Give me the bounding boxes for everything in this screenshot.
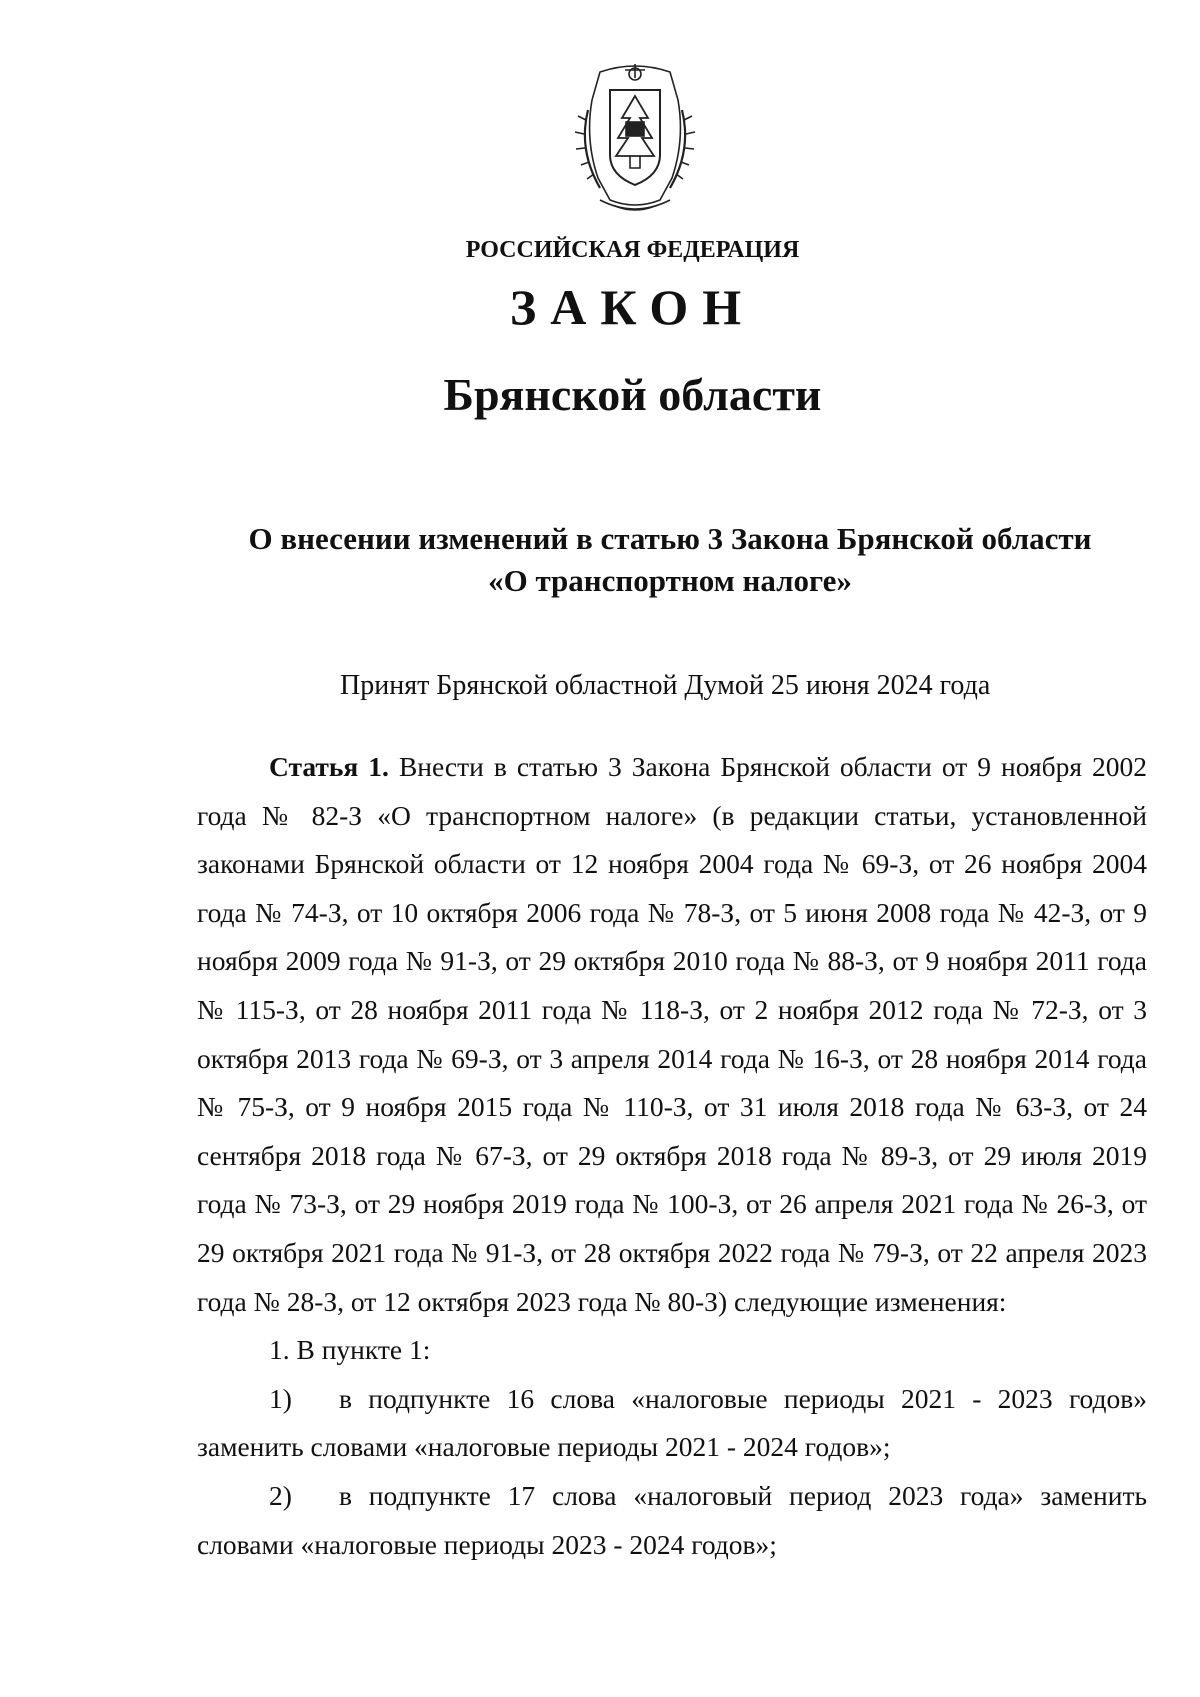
- document-type-heading: ЗАКОН: [509, 279, 756, 335]
- law-title: [200, 518, 1140, 602]
- point-1-label: 1. В пункте 1:: [269, 1334, 431, 1366]
- subpoint-1: [197, 1375, 1147, 1472]
- law-title-line-1: О внесении изменений в статью 3 Закона Брянской области: [248, 521, 1092, 556]
- coat-of-arms-icon: [560, 60, 710, 220]
- article-1-text: Внести в статью 3 Закона Брянской области от 9 ноября 2002 года № 82-З «О транспортном налоге» (в редакции статьи, установленной законами Брянской области от 12 ноября 2004 года № 69-З, от 26 ноября 2004 года № 74-З, от 10 октября 2006 года № 78-З, от 5 июня 2008 года № 42-З, от 9 ноября 2009 года № 91-З, от 29 октября 2010 года № 88-З, от 9 ноября 2011 года № 115-З, от 28 ноября 2011 года № 118-З, от 2 ноября 2012 года № 72-З, от 3 октября 2013 года № 69-З, от 3 апреля 2014 года № 16-З, от 28 ноября 2014 года № 75-З, от 9 ноября 2015 года № 110-З, от 31 июля 2018 года № 63-З, от 24 сентября 2018 года № 67-З, от 29 октября 2018 года № 89-З, от 29 июля 2019 года № 73-З, от 29 ноября 2019 года № 100-З, от 26 апреля 2021 года № 26-З, от 29 октября 2021 года № 91-З, от 28 октября 2022 года № 79-З, от 22 апреля 2023 года № 28-З, от 12 октября 2023 года № 80-З) следующие изменения:: [197, 751, 1148, 1317]
- subpoint-2-text: в подпункте 17 слова «налоговый период 2023 года» заменить словами «налоговые периоды 2023 - 2024 годов»;: [197, 1479, 1147, 1560]
- law-body: [197, 743, 1147, 1569]
- article-1-label: Статья 1.: [269, 751, 389, 782]
- subpoint-1-text: в подпункте 16 слова «налоговые периоды 2021 - 2023 годов» заменить словами «налоговые периоды 2021 - 2024 годов»;: [197, 1382, 1147, 1463]
- subpoint-2: [197, 1472, 1147, 1569]
- country-heading: РОССИЙСКАЯ ФЕДЕРАЦИЯ: [465, 237, 800, 263]
- subpoint-1-number: 1): [269, 1382, 292, 1414]
- law-title-line-2: «О транспортном налоге»: [488, 563, 852, 598]
- article-1: [197, 743, 1147, 1326]
- region-heading: Брянской области: [443, 369, 822, 420]
- adoption-line: Принят Брянской областной Думой 25 июня 2024 года: [340, 670, 991, 701]
- subpoint-2-number: 2): [269, 1479, 292, 1511]
